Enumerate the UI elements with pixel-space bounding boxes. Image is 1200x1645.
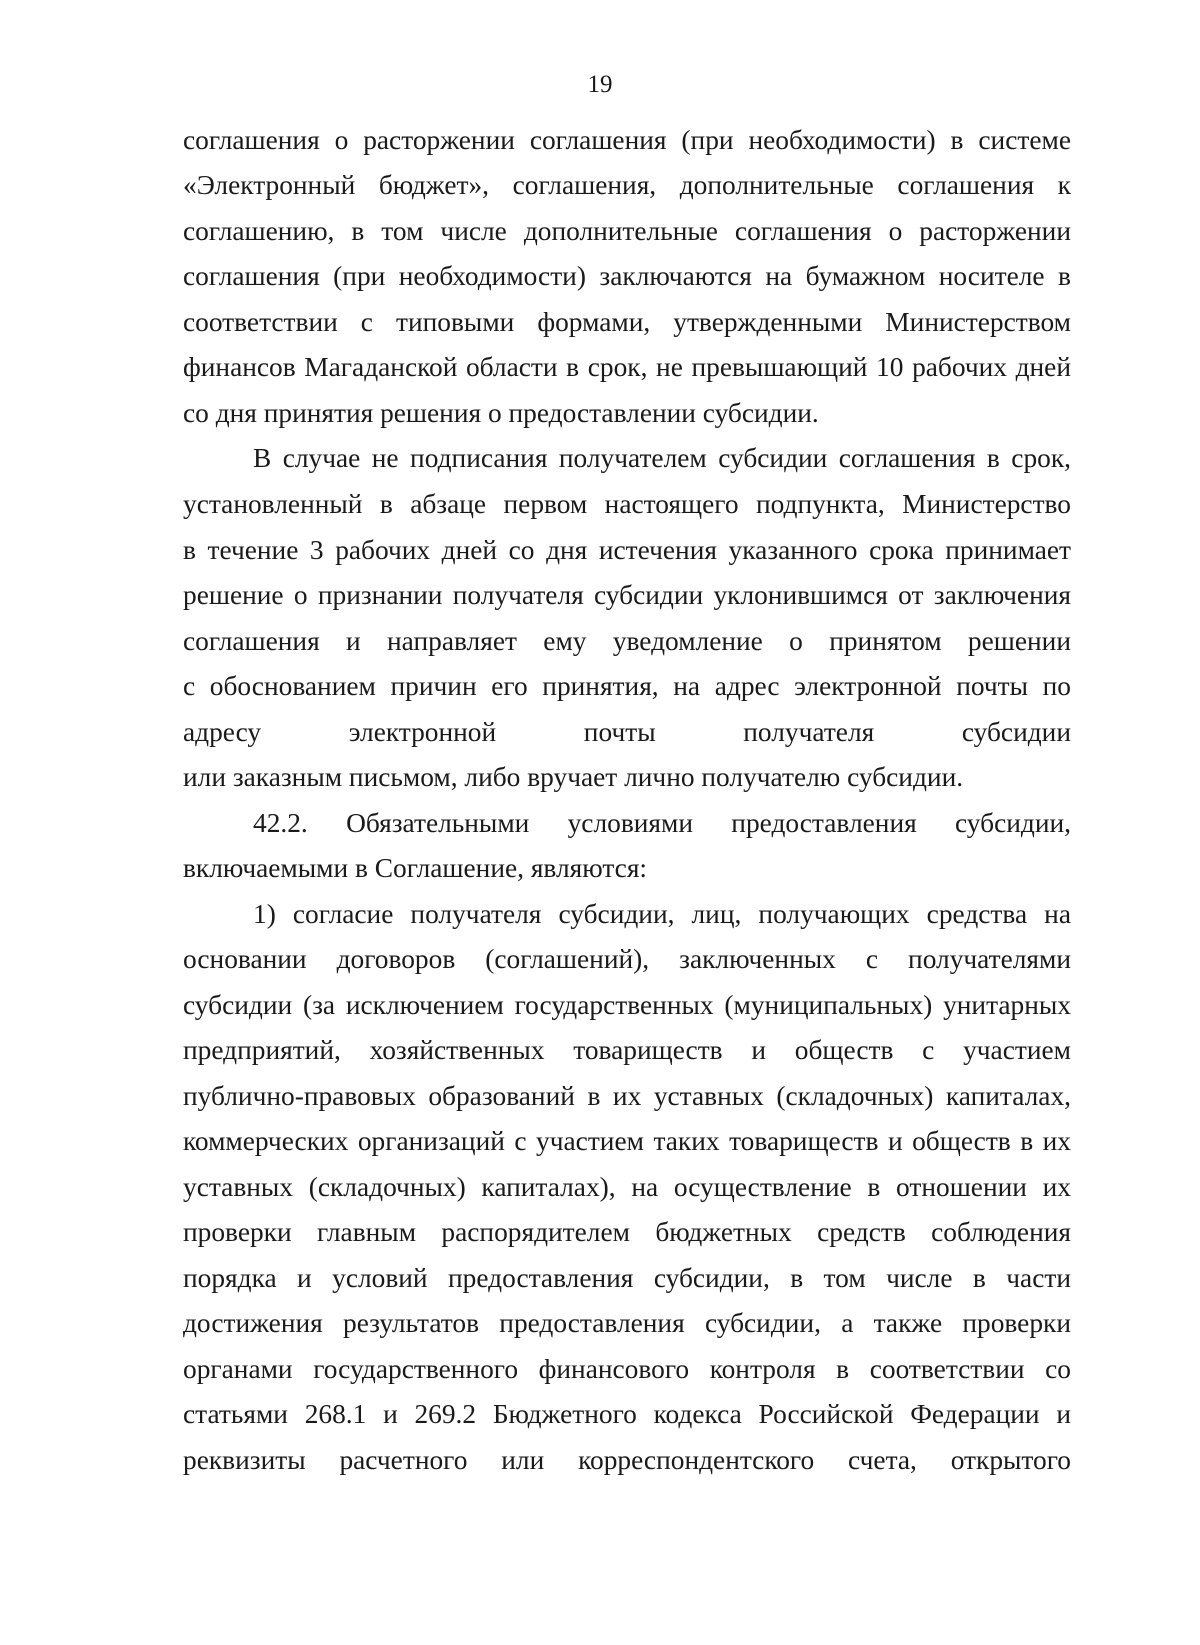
text-line: реквизиты расчетного или корреспондентского счета, открытого (183, 1445, 1071, 1475)
text-line: статьями 268.1 и 269.2 Бюджетного кодекса Российской Федерации и (183, 1399, 1071, 1429)
text-line: 42.2. Обязательными условиями предоставления субсидии, (253, 808, 1071, 838)
text-line: соответствии с типовыми формами, утвержденными Министерством (183, 307, 1071, 337)
text-line: или заказным письмом, либо вручает лично получателю субсидии. (183, 762, 964, 792)
text-line: решение о признании получателя субсидии уклонившимся от заключения (183, 580, 1071, 610)
text-line: публично-правовых образований в их уставных (складочных) капиталах, (183, 1081, 1071, 1111)
text-line: уставных (складочных) капиталах), на осуществление в отношении их (183, 1172, 1071, 1202)
text-line: в течение 3 рабочих дней со дня истечения указанного срока принимает (183, 535, 1071, 565)
text-line: со дня принятия решения о предоставлении субсидии. (183, 398, 819, 428)
text-line: органами государственного финансового контроля в соответствии со (183, 1354, 1071, 1384)
text-line: коммерческих организаций с участием таких товариществ и обществ в их (183, 1126, 1071, 1156)
text-line: проверки главным распорядителем бюджетных средств соблюдения (183, 1217, 1071, 1247)
text-line: соглашения (при необходимости) заключаются на бумажном носителе в (183, 261, 1071, 291)
text-line: «Электронный бюджет», соглашения, дополнительные соглашения к (183, 170, 1071, 200)
text-line: порядка и условий предоставления субсидии, в том числе в части (183, 1263, 1071, 1293)
text-line: соглашения и направляет ему уведомление о принятом решении (183, 626, 1071, 656)
text-line: субсидии (за исключением государственных (муниципальных) унитарных (183, 990, 1071, 1020)
text-line: с обоснованием причин его принятия, на адрес электронной почты по (183, 671, 1071, 701)
text-line: основании договоров (соглашений), заключенных с получателями (183, 944, 1071, 974)
page-number: 19 (587, 71, 613, 98)
text-line: предприятий, хозяйственных товариществ и обществ с участием (183, 1035, 1071, 1065)
text-line: адресу электронной почты получателя субсидии (183, 717, 1071, 747)
text-line: достижения результатов предоставления субсидии, а также проверки (183, 1308, 1071, 1338)
text-line: 1) согласие получателя субсидии, лиц, получающих средства на (253, 899, 1071, 929)
text-line: включаемыми в Соглашение, являются: (183, 853, 648, 883)
text-line: В случае не подписания получателем субсидии соглашения в срок, (253, 443, 1071, 473)
text-line: финансов Магаданской области в срок, не превышающий 10 рабочих дней (183, 352, 1071, 382)
text-line: установленный в абзаце первом настоящего подпункта, Министерство (183, 489, 1071, 519)
text-line: соглашения о расторжении соглашения (при необходимости) в системе (183, 125, 1071, 155)
text-line: соглашению, в том числе дополнительные соглашения о расторжении (183, 216, 1071, 246)
